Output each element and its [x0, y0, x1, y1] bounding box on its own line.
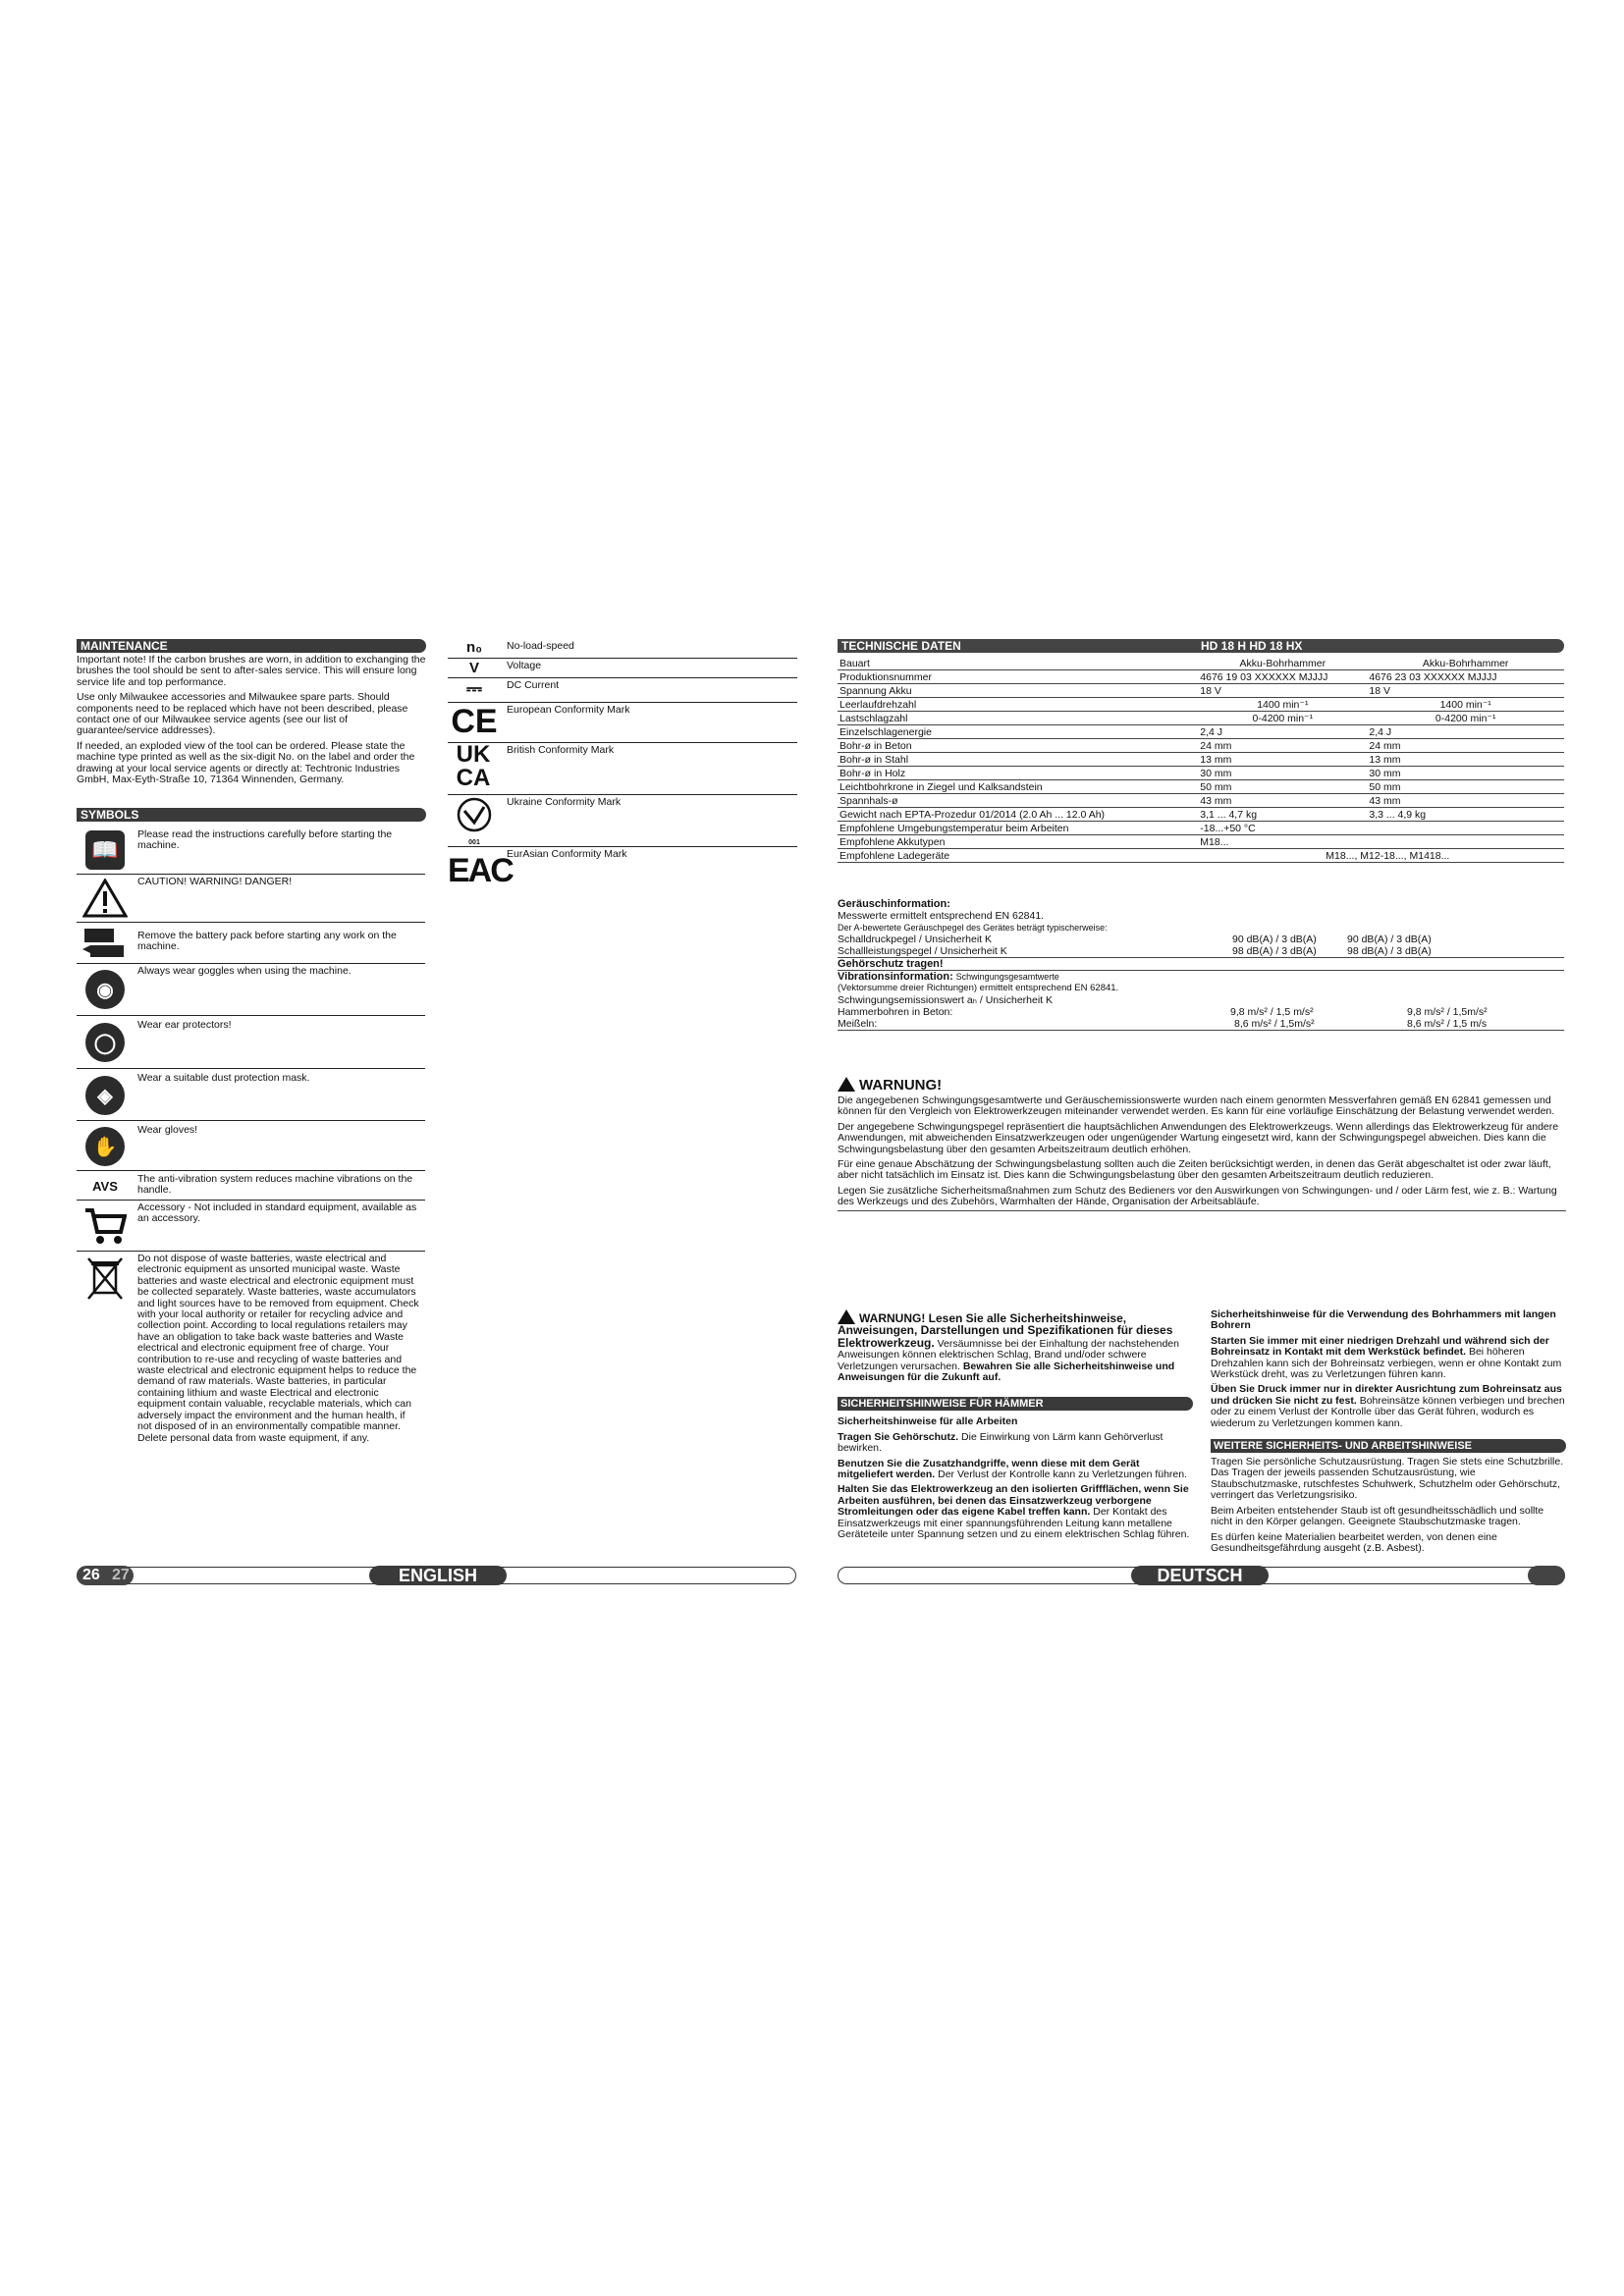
noise-row-label: Schalldruckpegel / Unsicherheit K [838, 934, 992, 945]
warnung-paragraph: Die angegebenen Schwingungsgesamtwerte und Geräuschemissionswerte wurden nach einem genormten Messverfahren gemäß EN 62841 gemessen und können für den Vergleich von Elektrowerkzeugen miteinander verwendet werden. Es kann für eine vorläufige Einschätzung der Belastung verwendet werden. [838, 1095, 1555, 1118]
safety-bold: Üben Sie Druck immer nur in direkter Ausrichtung zum Bohreinsatz aus und drücken Sie nicht zu fest. [1211, 1383, 1562, 1407]
tech-row-value: Akku-Bohrhammer [1198, 657, 1367, 670]
hammer-safety-header: SICHERHEITSHINWEISE FÜR HÄMMER [838, 1397, 1193, 1411]
warnung-paragraph: Der angegebene Schwingungspegel repräsentiert die hauptsächlichen Anwendungen des Elektrowerkzeugs. Wenn allerdings das Elektrowerkzeug für andere Anwendungen, mit abweichenden Einsatzwerkzeugen oder ungenügender Wartung eingesetzt wird, kann der Schwingungspegel abweichen. Dies kann die Schwingungsbelastung über den gesamten Arbeitszeitraum deutlich erhöhen. [838, 1120, 1559, 1155]
mid-symbol-text: Ukraine Conformity Mark [507, 796, 622, 808]
tech-row-label: Bohr-ø in Beton [838, 739, 1198, 753]
tech-row [838, 780, 1564, 794]
tech-row [838, 725, 1564, 739]
vib-title: Vibrationsinformation: [838, 971, 953, 983]
ear-protector-icon: ◯ [77, 1021, 134, 1064]
tech-row-value: 1400 min⁻¹ [1198, 698, 1367, 712]
tech-row [838, 767, 1564, 780]
vib-title-line [838, 971, 1564, 983]
noise-title: Geräuschinformation: [838, 898, 950, 910]
ukraine-mark-icon [448, 797, 501, 846]
safety-bold: Halten Sie das Elektrowerkzeug an den isolierten Griffflächen, wenn Sie Arbeiten ausführen, bei denen das Einsatzwerkzeug verborgene Stromleitungen oder das eigene Kabel treffen kann. [838, 1483, 1189, 1519]
safety-rest: Der Verlust der Kontrolle kann zu Verletzungen führen. [938, 1468, 1188, 1481]
tech-row [838, 835, 1564, 849]
vib-title-rest: Schwingungsgesamtwerte [955, 972, 1059, 982]
tech-row-value: 2,4 J [1367, 725, 1564, 739]
safety-rest: Der Kontakt des Einsatzwerkzeugs mit einer spannungsführenden Leitung kann metallene Geräteteile unter Spannung setzen und zu einem elektrischen Schlag führen. [838, 1506, 1190, 1541]
further-safety-header: WEITERE SICHERHEITS- UND ARBEITSHINWEISE [1211, 1439, 1566, 1453]
mid-symbol-row [448, 639, 797, 659]
symbol-text: Accessory - Not included in standard equipment, available as an accessory. [137, 1201, 417, 1225]
tech-row-value: 0-4200 min⁻¹ [1198, 712, 1367, 725]
tech-row-value: 1400 min⁻¹ [1367, 698, 1564, 712]
tech-row-label: Bohr-ø in Stahl [838, 753, 1198, 767]
symbol-row [77, 1252, 425, 1554]
tech-title: TECHNISCHE DATEN [841, 639, 961, 653]
page-number-left: 26 [82, 1567, 100, 1583]
tech-row-label: Spannhals-ø [838, 794, 1198, 808]
tech-row-label: Einzelschlagenergie [838, 725, 1198, 739]
tech-row-label: Spannung Akku [838, 684, 1198, 698]
warnung-title-line [838, 1077, 1566, 1094]
vib-row-value: 9,8 m/s² / 1,5 m/s² [1230, 1006, 1314, 1018]
maintenance-text [77, 655, 426, 789]
tech-row-label: Bohr-ø in Holz [838, 767, 1198, 780]
symbol-text: Wear ear protectors! [137, 1019, 232, 1031]
tech-row-value: M18..., M12-18..., M1418... [1198, 849, 1564, 863]
maintenance-paragraph: Important note! If the carbon brushes are worn, in addition to exchanging the brushes the tool should be sent to after-sales service. This will ensure long service life and top performance. [77, 654, 426, 688]
voltage-icon: V [468, 660, 479, 676]
page-number-badge [77, 1566, 134, 1585]
tech-row [838, 670, 1564, 684]
warning-triangle-icon [838, 1309, 855, 1324]
footer-right-cap [1528, 1566, 1565, 1585]
mid-symbol-text: DC Current [507, 679, 560, 691]
tech-row-label: Empfohlene Umgebungstemperatur beim Arbeiten [838, 822, 1198, 835]
tech-row-value: 24 mm [1198, 739, 1367, 753]
vib-row-value: 8,6 m/s² / 1,5 m/s [1407, 1018, 1488, 1030]
symbol-row [77, 1201, 425, 1252]
warnung-paragraph: Für eine genaue Abschätzung der Schwingungsbelastung sollten auch die Zeiten berücksichtigt werden, in denen das Gerät abgeschaltet ist oder zwar läuft, aber nicht tatsächlich im Einsatz ist. Dies kann die Schwingungsbelastung über den gesamten Arbeitszeitraum deutlich reduzieren. [838, 1158, 1551, 1182]
mid-symbol-row [448, 743, 797, 795]
mid-symbol-row [448, 847, 797, 898]
safety-paragraph [838, 1459, 1193, 1481]
tech-row-label: Gewicht nach EPTA-Prozedur 01/2014 (2.0 Ah ... 12.0 Ah) [838, 808, 1198, 822]
safety-bold: Benutzen Sie die Zusatzhandgriffe, wenn diese mit dem Gerät mitgeliefert werden. [838, 1457, 1140, 1481]
symbol-text: Do not dispose of waste batteries, waste electrical and electronic equipment as unsorted municipal waste. Waste batteries and waste electrical and electronic equipment must be collected separately. Waste batteries, waste accumulators and light sources have to be removed from equipment. Check with your local authority or retailer for recycling advice and collection point. According to local regulations retailers may have an obligation to take back waste batteries and Waste electrical and electronic equipment free of charge. Your contribution to re-use and recycling of waste batteries and waste electrical and electronic equipment helps to reduce the demand of raw materials. Waste batteries, in particular containing lithium and waste Electrical and electronic equipment contain valuable, recyclable materials, which can adversely impact the environment and the human health, if not disposed of in an environmentally compatible manner. Delete personal data from waste equipment, if any. [137, 1253, 419, 1444]
tech-data-table [838, 657, 1564, 863]
all-work-subtitle: Sicherheitshinweise für alle Arbeiten [838, 1415, 1018, 1428]
tech-row-label: Empfohlene Ladegeräte [838, 849, 1198, 863]
warning-triangle-icon [77, 877, 134, 920]
language-label-english: ENGLISH [369, 1566, 507, 1585]
noise-row-value: 98 dB(A) / 3 dB(A) [1232, 945, 1317, 957]
de-left-column [838, 1309, 1193, 1545]
mid-symbol-text: British Conformity Mark [507, 744, 615, 756]
tech-row [838, 808, 1564, 822]
symbol-row [77, 1069, 425, 1121]
symbol-text: Always wear goggles when using the machine. [137, 965, 352, 977]
tech-row-value: 13 mm [1367, 753, 1564, 767]
tech-row [838, 849, 1564, 863]
tech-row-label: Bauart [838, 657, 1198, 670]
tech-row-label: Lastschlagzahl [838, 712, 1198, 725]
mid-symbol-text: No-load-speed [507, 640, 574, 652]
warnung-paragraph: Legen Sie zusätzliche Sicherheitsmaßnahmen zum Schutz des Bedieners vor den Auswirkungen von Schwingungen- und / oder Lärm fest, wie z. B.: Wartung des Werkzeugs und des Zubehörs, Warmhalten der Hände, Organisation der Arbeitsabläufe. [838, 1186, 1566, 1211]
symbol-row [77, 826, 425, 875]
tech-row-value: 50 mm [1198, 780, 1367, 794]
symbol-text: CAUTION! WARNING! DANGER! [137, 876, 293, 887]
tech-row-value: 24 mm [1367, 739, 1564, 753]
ukca-mark-icon: UK CA [456, 741, 491, 791]
avs-icon [77, 1173, 134, 1199]
tech-row [838, 794, 1564, 808]
symbol-row [77, 964, 425, 1016]
tech-row-value: 4676 23 03 XXXXXX MJJJJ [1367, 670, 1564, 684]
tech-row [838, 739, 1564, 753]
warnung-block [838, 1077, 1566, 1215]
symbol-text: Wear a suitable dust protection mask. [137, 1072, 310, 1084]
safety-paragraph: Beim Arbeiten entstehender Staub ist oft gesundheitsschädlich und sollte nicht in den Körper gelangen. Geeignete Staubschutzmaske tragen. [1211, 1504, 1544, 1528]
no-load-speed-icon: n₀ [466, 639, 482, 656]
long-drill-subtitle: Sicherheitshinweise für die Verwendung des Bohrhammers mit langen Bohrern [1211, 1308, 1556, 1332]
tech-row-value: 0-4200 min⁻¹ [1367, 712, 1564, 725]
warning-triangle-icon [838, 1077, 855, 1092]
symbol-row [77, 875, 425, 923]
noise-row [838, 945, 1564, 957]
noise-row-value: 90 dB(A) / 3 dB(A) [1347, 934, 1432, 945]
de-right-column [1211, 1309, 1566, 1558]
eac-mark-icon: EAC [448, 852, 513, 889]
vib-row [838, 1006, 1564, 1018]
symbols-header: SYMBOLS [77, 808, 426, 822]
hearing-protection: Gehörschutz tragen! [838, 957, 1564, 971]
tech-row-value: 18 V [1198, 684, 1367, 698]
battery-remove-icon [77, 925, 134, 962]
symbol-text: Remove the battery pack before starting any work on the machine. [137, 930, 397, 953]
tech-row [838, 753, 1564, 767]
mid-symbol-row [448, 678, 797, 703]
safety-rest: Bohreinsätze können verbiegen und brechen oder zu einem Verlust der Kontrolle über das Gerät führen, wodurch es wiederum zu Verletzungen kommen kann. [1211, 1394, 1565, 1429]
symbol-text: The anti-vibration system reduces machine vibrations on the handle. [137, 1173, 413, 1197]
tech-row-value: 4676 19 03 XXXXXX MJJJJ [1198, 670, 1367, 684]
vib-row-label: Meißeln: [838, 1018, 878, 1030]
tech-header [838, 639, 1564, 653]
symbol-text: Please read the instructions carefully before starting the machine. [137, 828, 393, 852]
general-warning-rest: Versäumnisse bei der Einhaltung der nachstehenden Anweisungen können elektrischen Schlag, Brand und/oder schwere Verletzungen verursachen. [838, 1337, 1179, 1372]
safety-paragraph [838, 1484, 1193, 1540]
vib-row-value: 8,6 m/s² / 1,5m/s² [1234, 1018, 1315, 1030]
mid-symbol-row [448, 795, 797, 847]
noise-row-value: 90 dB(A) / 3 dB(A) [1232, 934, 1317, 945]
tech-row-label: Produktionsnummer [838, 670, 1198, 684]
general-warning-bold: WARNUNG! Lesen Sie alle Sicherheitshinweise, Anweisungen, Darstellungen und Spezifikationen für dieses Elektrowerkzeug. [838, 1311, 1173, 1350]
shopping-cart-icon [77, 1204, 134, 1248]
gloves-icon: ✋ [77, 1125, 134, 1168]
warnung-title: WARNUNG! [859, 1077, 943, 1094]
safety-paragraph: Tragen Sie persönliche Schutzausrüstung. Tragen Sie stets eine Schutzbrille. Das Tragen der jeweils passenden Schutzausrüstung, wie Staubschutzmaske, rutschfestes Schuhwerk, Schutzhelm oder Gehörschutz, verringert das Verletzungsrisiko. [1211, 1456, 1564, 1502]
safety-paragraph [1211, 1384, 1566, 1429]
noise-line: Messwerte ermittelt entsprechend EN 62841. [838, 910, 1045, 922]
tech-row-value: 43 mm [1198, 794, 1367, 808]
vib-row [838, 1018, 1564, 1031]
vib-line: Schwingungsemissionswert aₕ / Unsicherheit K [838, 994, 1054, 1006]
tech-row-label: Leerlaufdrehzahl [838, 698, 1198, 712]
safety-paragraph [838, 1432, 1193, 1455]
vib-row-label: Hammerbohren in Beton: [838, 1006, 953, 1018]
tech-row-label: Empfohlene Akkutypen [838, 835, 1198, 849]
tech-row-value: 3,1 ... 4,7 kg [1198, 808, 1367, 822]
tech-row-value: 2,4 J [1198, 725, 1367, 739]
tech-models: HD 18 H HD 18 HX [1201, 639, 1303, 653]
mid-symbol-row [448, 703, 797, 743]
symbol-row [77, 1016, 425, 1069]
tech-row-value: 18 V [1367, 684, 1564, 698]
tech-row-value: 50 mm [1367, 780, 1564, 794]
keep-instructions: Bewahren Sie alle Sicherheitshinweise und Anweisungen für die Zukunft auf. [838, 1360, 1175, 1384]
tech-row-value: Akku-Bohrhammer [1367, 657, 1564, 670]
tech-row-value: 30 mm [1367, 767, 1564, 780]
maintenance-header: MAINTENANCE [77, 639, 426, 653]
noise-row [838, 934, 1564, 945]
language-label-deutsch: DEUTSCH [1131, 1566, 1269, 1585]
dc-current-icon: ⎓ [466, 678, 482, 700]
safety-paragraph [1211, 1336, 1566, 1381]
noise-row-label: Schallleistungspegel / Unsicherheit K [838, 945, 1007, 957]
vib-row-value: 9,8 m/s² / 1,5m/s² [1407, 1006, 1488, 1018]
vib-line: (Vektorsumme dreier Richtungen) ermittelt entsprechend EN 62841. [838, 983, 1119, 993]
tech-row-value: 43 mm [1367, 794, 1564, 808]
crossed-bin-icon [77, 1255, 134, 1303]
maintenance-paragraph: If needed, an exploded view of the tool can be ordered. Please state the machine type printed as well as the six-digit No. on the label and order the drawing at your local service agents or directly at: Techtronic Industries GmbH, Max-Eyth-Straße 10, 71364 Winnenden, Germany. [77, 739, 415, 786]
mid-symbol-text: European Conformity Mark [507, 704, 630, 716]
tech-row-value: M18... [1198, 835, 1564, 849]
mid-symbol-text: Voltage [507, 660, 542, 671]
tech-row-value: 30 mm [1198, 767, 1367, 780]
safety-bold: Tragen Sie Gehörschutz. [838, 1430, 959, 1443]
tech-row [838, 822, 1564, 835]
safety-bold: Starten Sie immer mit einer niedrigen Drehzahl und während sich der Bohreinsatz in Kontakt mit dem Werkstück befindet. [1211, 1334, 1549, 1359]
safety-rest: Die Einwirkung von Lärm kann Gehörverlust bewirken. [838, 1430, 1164, 1455]
noise-line: Der A-bewertete Geräuschpegel des Gerätes beträgt typischerweise: [838, 923, 1108, 933]
tech-row-value: -18...+50 °C [1198, 822, 1564, 835]
tech-row [838, 657, 1564, 670]
symbol-row [77, 1171, 425, 1201]
noise-block [838, 898, 1564, 1031]
manual-reading-icon: 📖 [77, 828, 134, 872]
goggles-icon: ◉ [77, 968, 134, 1011]
page-number-right: 27 [112, 1567, 130, 1583]
ce-mark-icon: CE [451, 703, 498, 740]
tech-row-value: 3,3 ... 4,9 kg [1367, 808, 1564, 822]
symbol-row [77, 923, 425, 964]
symbol-text: Wear gloves! [137, 1124, 198, 1136]
general-warning [838, 1309, 1193, 1383]
tech-row [838, 712, 1564, 725]
tech-row-value: 13 mm [1198, 753, 1367, 767]
tech-row [838, 684, 1564, 698]
maintenance-paragraph: Use only Milwaukee accessories and Milwaukee spare parts. Should components need to be replaced which have not been described, please contact one of our Milwaukee service agents (see our list of guarantee/service addresses). [77, 691, 408, 737]
mid-symbol-text: EurAsian Conformity Mark [507, 848, 627, 860]
mid-symbol-row [448, 659, 797, 678]
dust-mask-icon: ◈ [77, 1074, 134, 1117]
avs-icon-label: AVS [92, 1178, 118, 1194]
ukraine-mark-code: 001 [468, 839, 480, 846]
symbol-row [77, 1121, 425, 1171]
tech-row [838, 698, 1564, 712]
safety-paragraph: Es dürfen keine Materialien bearbeitet werden, von denen eine Gesundheitsgefährdung ausgeht (z.B. Asbest). [1211, 1530, 1497, 1554]
noise-row-value: 98 dB(A) / 3 dB(A) [1347, 945, 1432, 957]
safety-rest: Bei höheren Drehzahlen kann sich der Bohreinsatz verbiegen, wenn er ohne Kontakt zum Werkstück dreht, was zu Verletzungen führen kann. [1211, 1346, 1562, 1381]
tech-row-label: Leichtbohrkrone in Ziegel und Kalksandstein [838, 780, 1198, 794]
